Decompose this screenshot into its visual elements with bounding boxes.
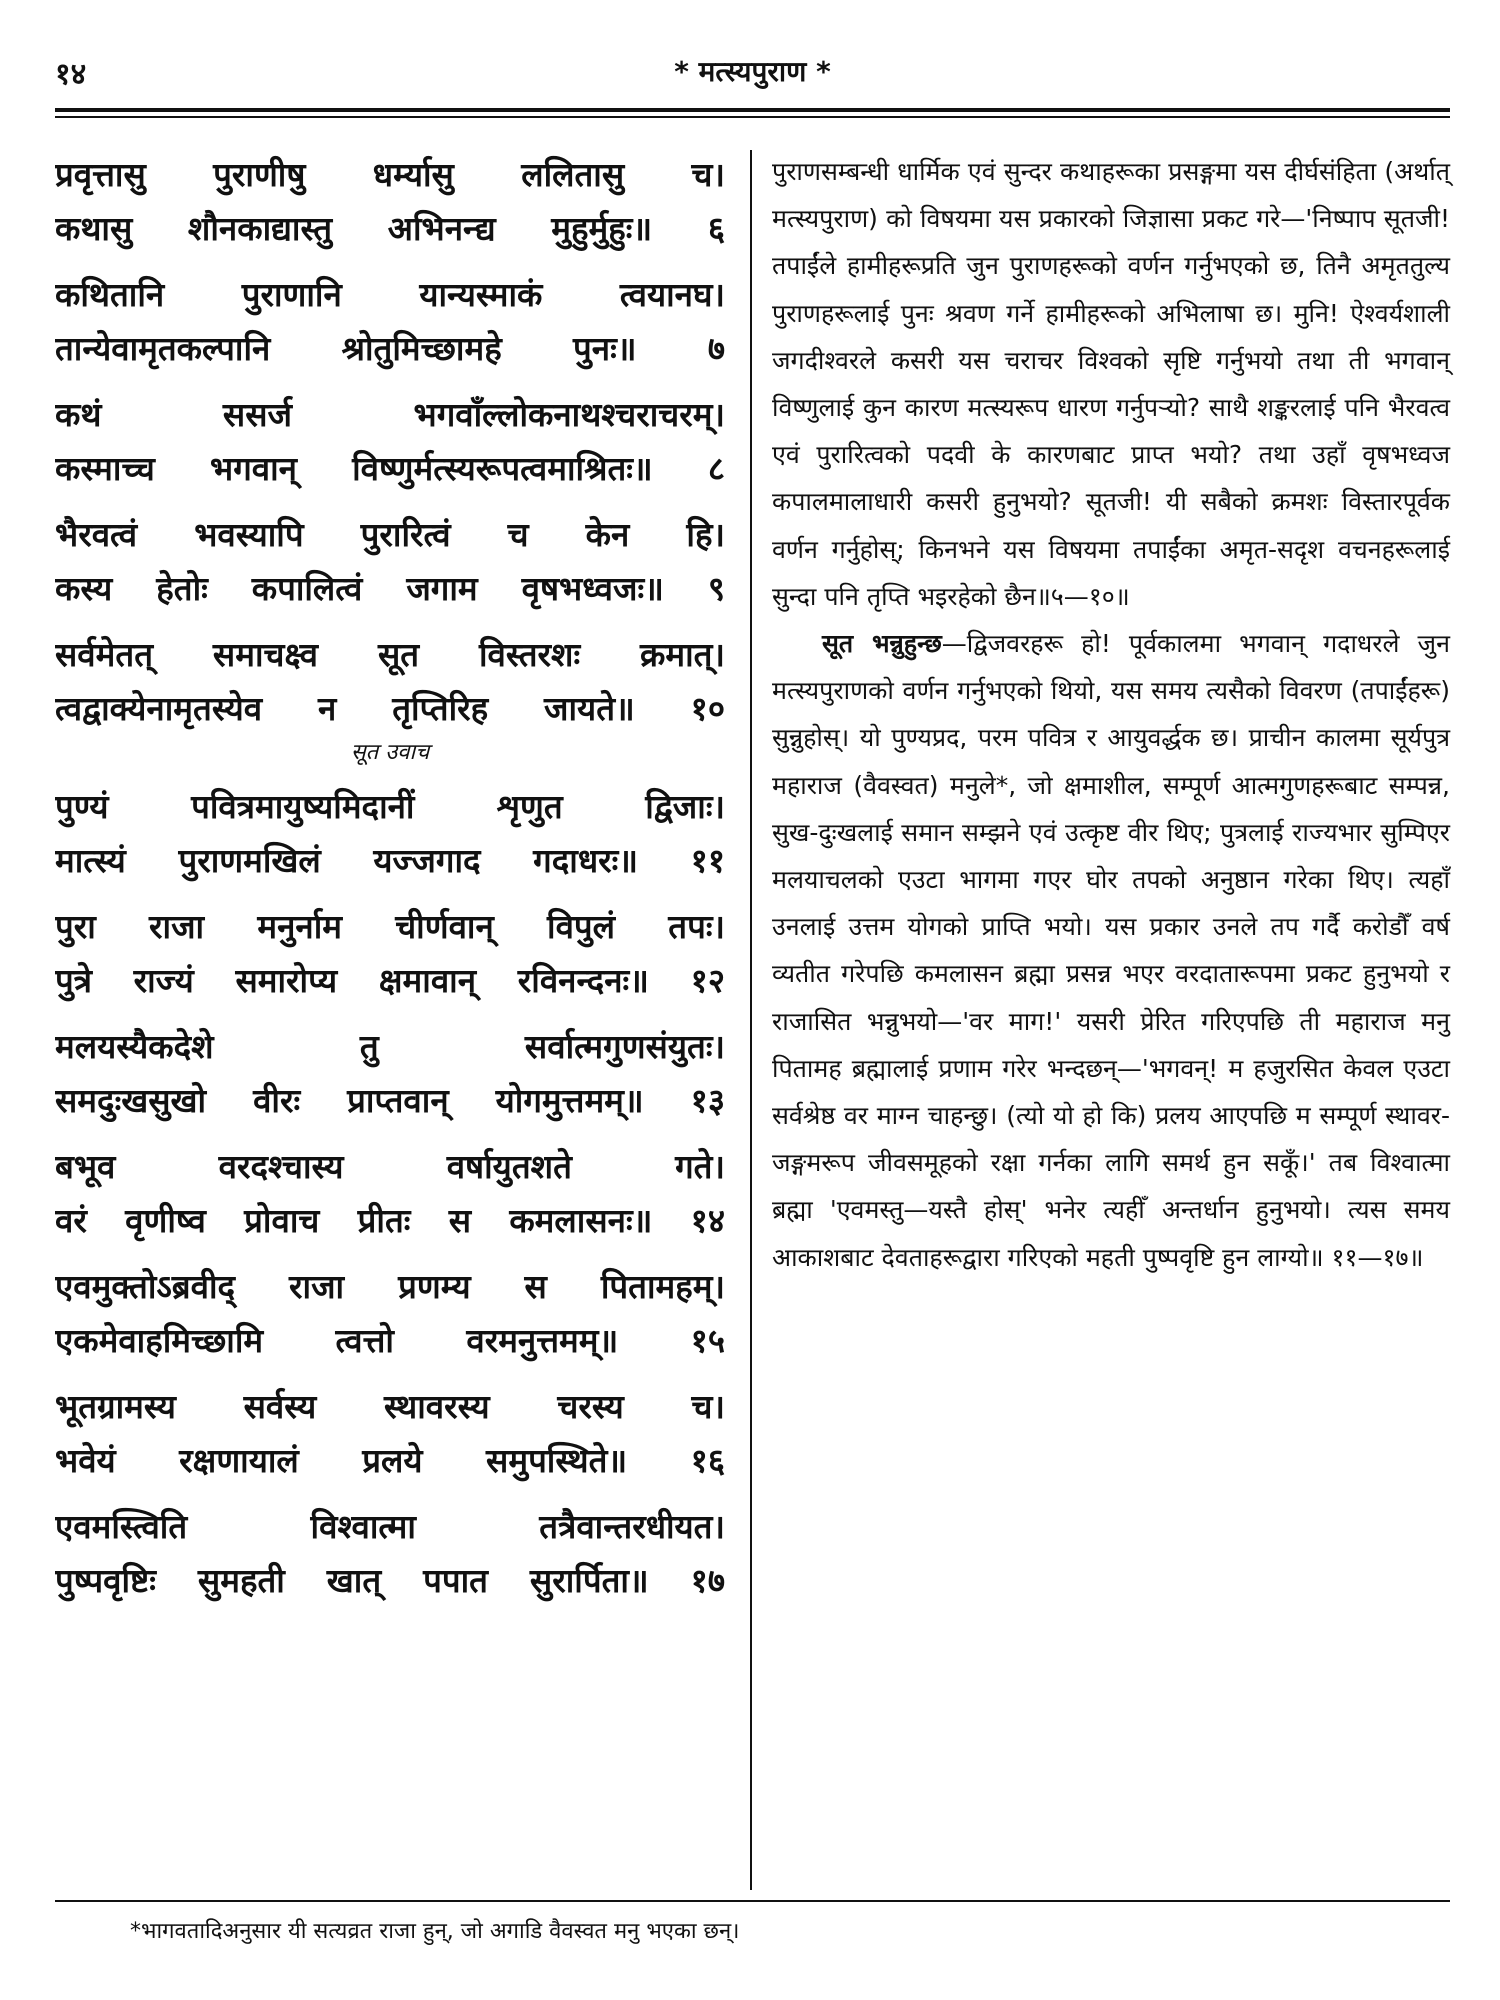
verse-line: पुरा राजा मनुर्नाम चीर्णवान् विपुलं तपः। (55, 907, 725, 946)
verse-line: एवमस्त्विति विश्वात्मा तत्रैवान्तरधीयत। (55, 1507, 725, 1546)
verse-line: वरं वृणीष्व प्रोवाच प्रीतः स कमलासनः॥ १४ (55, 1201, 725, 1240)
verse-line: त्वद्वाक्येनामृतस्येव न तृप्तिरिह जायते॥ १० (55, 689, 725, 728)
footnote: *भागवतादिअनुसार यी सत्यव्रत राजा हुन्, जो अगाडि वैवस्वत मनु भएका छन्। (130, 1919, 740, 1944)
verse-12 (55, 900, 725, 1008)
verse-10 (55, 628, 725, 736)
verse-15 (55, 1260, 725, 1368)
verse-7 (55, 268, 725, 376)
verse-line: प्रवृत्तासु पुराणीषु धर्म्यासु ललितासु च। (55, 155, 725, 194)
verse-line: एवमुक्तोऽब्रवीद् राजा प्रणम्य स पितामहम्। (55, 1267, 725, 1306)
verse-line: पुण्यं पवित्रमायुष्यमिदानीं शृणुत द्विजाः। (55, 787, 725, 826)
verse-column (55, 148, 725, 1620)
commentary-paragraph-2-text: —द्विजवरहरू हो! पूर्वकालमा भगवान् गदाधरले जुन मत्स्यपुराणको वर्णन गर्नुभएको थियो, यस समय त्यसैको विवरण (तपाईंहरू) सुन्नुहोस्। यो पुण्यप्रद, परम पवित्र र आयुवर्द्धक छ। प्राचीन कालमा सूर्यपुत्र महाराज (वैवस्वत) मनुले*, जो क्षमाशील, सम्पूर्ण आत्मगुणहरूबाट सम्पन्न, सुख-दुःखलाई समान सम्झने एवं उत्कृष्ट वीर थिए; पुत्रलाई राज्यभार सुम्पिएर मलयाचलको एउटा भागमा गएर घोर तपको अनुष्ठान गरेका थिए। त्यहाँ उनलाई उत्तम योगको प्राप्ति भयो। यस प्रकार उनले तप गर्दै करोडौँ वर्ष व्यतीत गरेपछि कमलासन ब्रह्मा प्रसन्न भएर वरदातारूपमा प्रकट हुनुभयो र राजासित भन्नुभयो—'वर माग!' यसरी प्रेरित गरिएपछि ती महाराज मनु पितामह ब्रह्मालाई प्रणाम गरेर भन्दछन्—'भगवन्! म हजुरसित केवल एउटा सर्वश्रेष्ठ वर माग्न चाहन्छु। (त्यो यो हो कि) प्रलय आएपछि म सम्पूर्ण स्थावर-जङ्गमरूप जीवसमूहको रक्षा गर्नका लागि समर्थ हुन सकूँ।' तब विश्वात्मा ब्रह्मा 'एवमस्तु—यस्तै होस्' भनेर त्यहीँ अन्तर्धान हुनुभयो। त्यस समय आकाशबाट देवताहरूद्वारा गरिएको महती पुष्पवृष्टि हुन लाग्यो॥ ११—१७॥ (772, 629, 1450, 1272)
verse-6 (55, 148, 725, 256)
page-header (55, 52, 1450, 102)
verse-8 (55, 388, 725, 496)
header-rule-thin (55, 116, 1450, 118)
column-divider (750, 150, 752, 1890)
verse-line: कस्माच्च भगवान् विष्णुर्मत्स्यरूपत्वमाश्रितः॥ ८ (55, 449, 725, 488)
verse-line: तान्येवामृतकल्पानि श्रोतुमिच्छामहे पुनः॥ ७ (55, 329, 725, 368)
page-number: १४ (55, 57, 87, 92)
verse-line: कथितानि पुराणानि यान्यस्माकं त्वयानघ। (55, 275, 725, 314)
verse-9 (55, 508, 725, 616)
verse-line: कथं ससर्ज भगवाँल्लोकनाथश्चराचरम्। (55, 395, 725, 434)
verse-17 (55, 1500, 725, 1608)
commentary-paragraph-2 (772, 620, 1450, 1281)
verse-14 (55, 1140, 725, 1248)
commentary-paragraph-1: पुराणसम्बन्धी धार्मिक एवं सुन्दर कथाहरूका प्रसङ्गमा यस दीर्घसंहिता (अर्थात् मत्स्यपुराण) को विषयमा यस प्रकारको जिज्ञासा प्रकट गरे—'निष्पाप सूतजी! तपाईंले हामीहरूप्रति जुन पुराणहरूको वर्णन गर्नुभएको छ, तिनै अमृततुल्य पुराणहरूलाई पुनः श्रवण गर्ने हामीहरूको अभिलाषा छ। मुनि! ऐश्वर्यशाली जगदीश्वरले कसरी यस चराचर विश्वको सृष्टि गर्नुभयो तथा ती भगवान् विष्णुलाई कुन कारण मत्स्यरूप धारण गर्नुपर्‍यो? साथै शङ्करलाई पनि भैरवत्व एवं पुरारित्वको पदवी के कारणबाट प्राप्त भयो? तथा उहाँ वृषभध्वज कपालमालाधारी कसरी हुनुभयो? सूतजी! यी सबैको क्रमशः विस्तारपूर्वक वर्णन गर्नुहोस्; किनभने यस विषयमा तपाईंका अमृत-सदृश वचनहरूलाई सुन्दा पनि तृप्ति भइरहेको छैन॥५—१०॥ (772, 157, 1450, 611)
verse-13 (55, 1020, 725, 1128)
verse-line: कस्य हेतोः कपालित्वं जगाम वृषभध्वजः॥ ९ (55, 569, 725, 608)
verse-line: समदुःखसुखो वीरः प्राप्तवान् योगमुत्तमम्॥ १३ (55, 1081, 725, 1120)
speaker-heading: सूत उवाच (350, 740, 430, 765)
verse-16 (55, 1380, 725, 1488)
verse-line: पुत्रे राज्यं समारोप्य क्षमावान् रविनन्दनः॥ १२ (55, 961, 725, 1000)
verse-line: भूतग्रामस्य सर्वस्य स्थावरस्य चरस्य च। (55, 1387, 725, 1426)
verse-line: मात्स्यं पुराणमखिलं यज्जगाद गदाधरः॥ ११ (55, 841, 725, 880)
verse-line: कथासु शौनकाद्यास्तु अभिनन्द्य मुहुर्मुहुः॥ ६ (55, 209, 725, 248)
verse-line: भैरवत्वं भवस्यापि पुरारित्वं च केन हि। (55, 515, 725, 554)
verse-line: बभूव वरदश्चास्य वर्षायुतशते गते। (55, 1147, 725, 1186)
commentary-column (772, 148, 1450, 1281)
verse-line: एकमेवाहमिच्छामि त्वत्तो वरमनुत्तमम्॥ १५ (55, 1321, 725, 1360)
verse-11 (55, 780, 725, 888)
verse-line: सर्वमेतत् समाचक्ष्व सूत विस्तरशः क्रमात्। (55, 635, 725, 674)
running-title: * मत्स्यपुराण * (674, 55, 831, 88)
verse-line: भवेयं रक्षणायालं प्रलये समुपस्थिते॥ १६ (55, 1441, 725, 1480)
footnote-rule (55, 1900, 1450, 1902)
speaker-label: सूत भन्नुहुन्छ (822, 629, 942, 659)
header-rule-thick (55, 108, 1450, 112)
verse-line: पुष्पवृष्टिः सुमहती खात् पपात सुरार्पिता॥ १७ (55, 1561, 725, 1600)
verse-line: मलयस्यैकदेशे तु सर्वात्मगुणसंयुतः। (55, 1027, 725, 1066)
